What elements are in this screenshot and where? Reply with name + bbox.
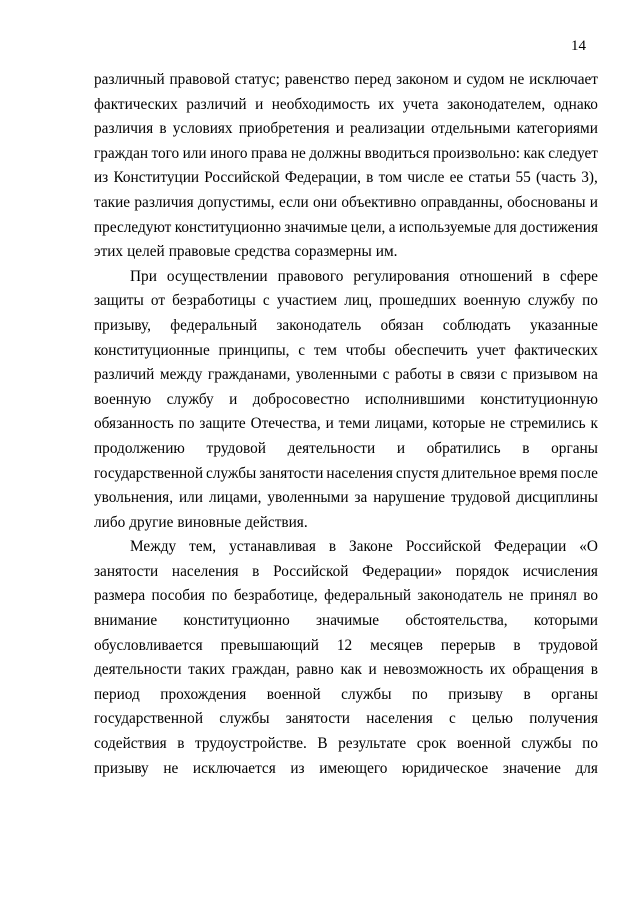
text-line: граждан того или иного права не должны вводиться произвольно: как следует	[94, 144, 598, 162]
text-line: защиты от безработицы с участием лиц, прошедших военную службу по	[94, 292, 598, 310]
text-line: различия в условиях приобретения и реализации отдельными категориями	[94, 120, 598, 138]
body-text	[94, 68, 598, 781]
text-line: государственной службы занятости населения с целью получения	[94, 710, 598, 728]
text-line: продолжению трудовой деятельности и обратились в органы	[94, 439, 598, 457]
text-line: внимание конституционно значимые обстоятельства, которыми	[94, 612, 598, 630]
text-line: конституционные принципы, с тем чтобы обеспечить учет фактических	[94, 341, 598, 359]
text-line: призыву не исключается из имеющего юридическое значение для	[94, 759, 598, 777]
text-line: государственной службы занятости населения спустя длительное время после	[94, 464, 598, 482]
text-line: различий между гражданами, уволенными с работы в связи с призывом на	[94, 366, 598, 384]
text-line: этих целей правовые средства соразмерны им.	[94, 243, 398, 261]
text-line: преследуют конституционно значимые цели, а используемые для достижения	[94, 218, 598, 236]
text-line: деятельности таких граждан, равно как и невозможность их обращения в	[94, 661, 598, 679]
text-line: такие различия допустимы, если они объективно оправданны, обоснованы и	[94, 193, 598, 211]
text-line: При осуществлении правового регулирования отношений в сфере	[130, 267, 598, 285]
text-line: обязанность по защите Отечества, и теми лицами, которые не стремились к	[94, 415, 598, 433]
text-line: призыву, федеральный законодатель обязан соблюдать указанные	[94, 316, 598, 334]
text-line: фактических различий и необходимость их учета законодателем, однако	[94, 95, 598, 113]
text-line: Между тем, устанавливая в Законе Российской Федерации «О	[130, 538, 598, 556]
text-line: занятости населения в Российской Федерации» порядок исчисления	[94, 562, 598, 580]
text-line: период прохождения военной службы по призыву в органы	[94, 685, 598, 703]
text-line: из Конституции Российской Федерации, в том числе ее статьи 55 (часть 3),	[94, 169, 598, 187]
text-line: различный правовой статус; равенство перед законом и судом не исключает	[94, 71, 598, 88]
text-line: военную службу и добросовестно исполнившими конституционную	[94, 390, 598, 408]
page-number: 14	[571, 38, 586, 54]
text-line: либо другие виновные действия.	[94, 513, 308, 531]
text-line: размера пособия по безработице, федеральный законодатель не принял во	[94, 587, 598, 605]
text-line: содействия в трудоустройстве. В результате срок военной службы по	[94, 735, 598, 753]
text-line: увольнения, или лицами, уволенными за нарушение трудовой дисциплины	[94, 489, 598, 507]
text-line: обусловливается превышающий 12 месяцев перерыв в трудовой	[94, 636, 598, 654]
